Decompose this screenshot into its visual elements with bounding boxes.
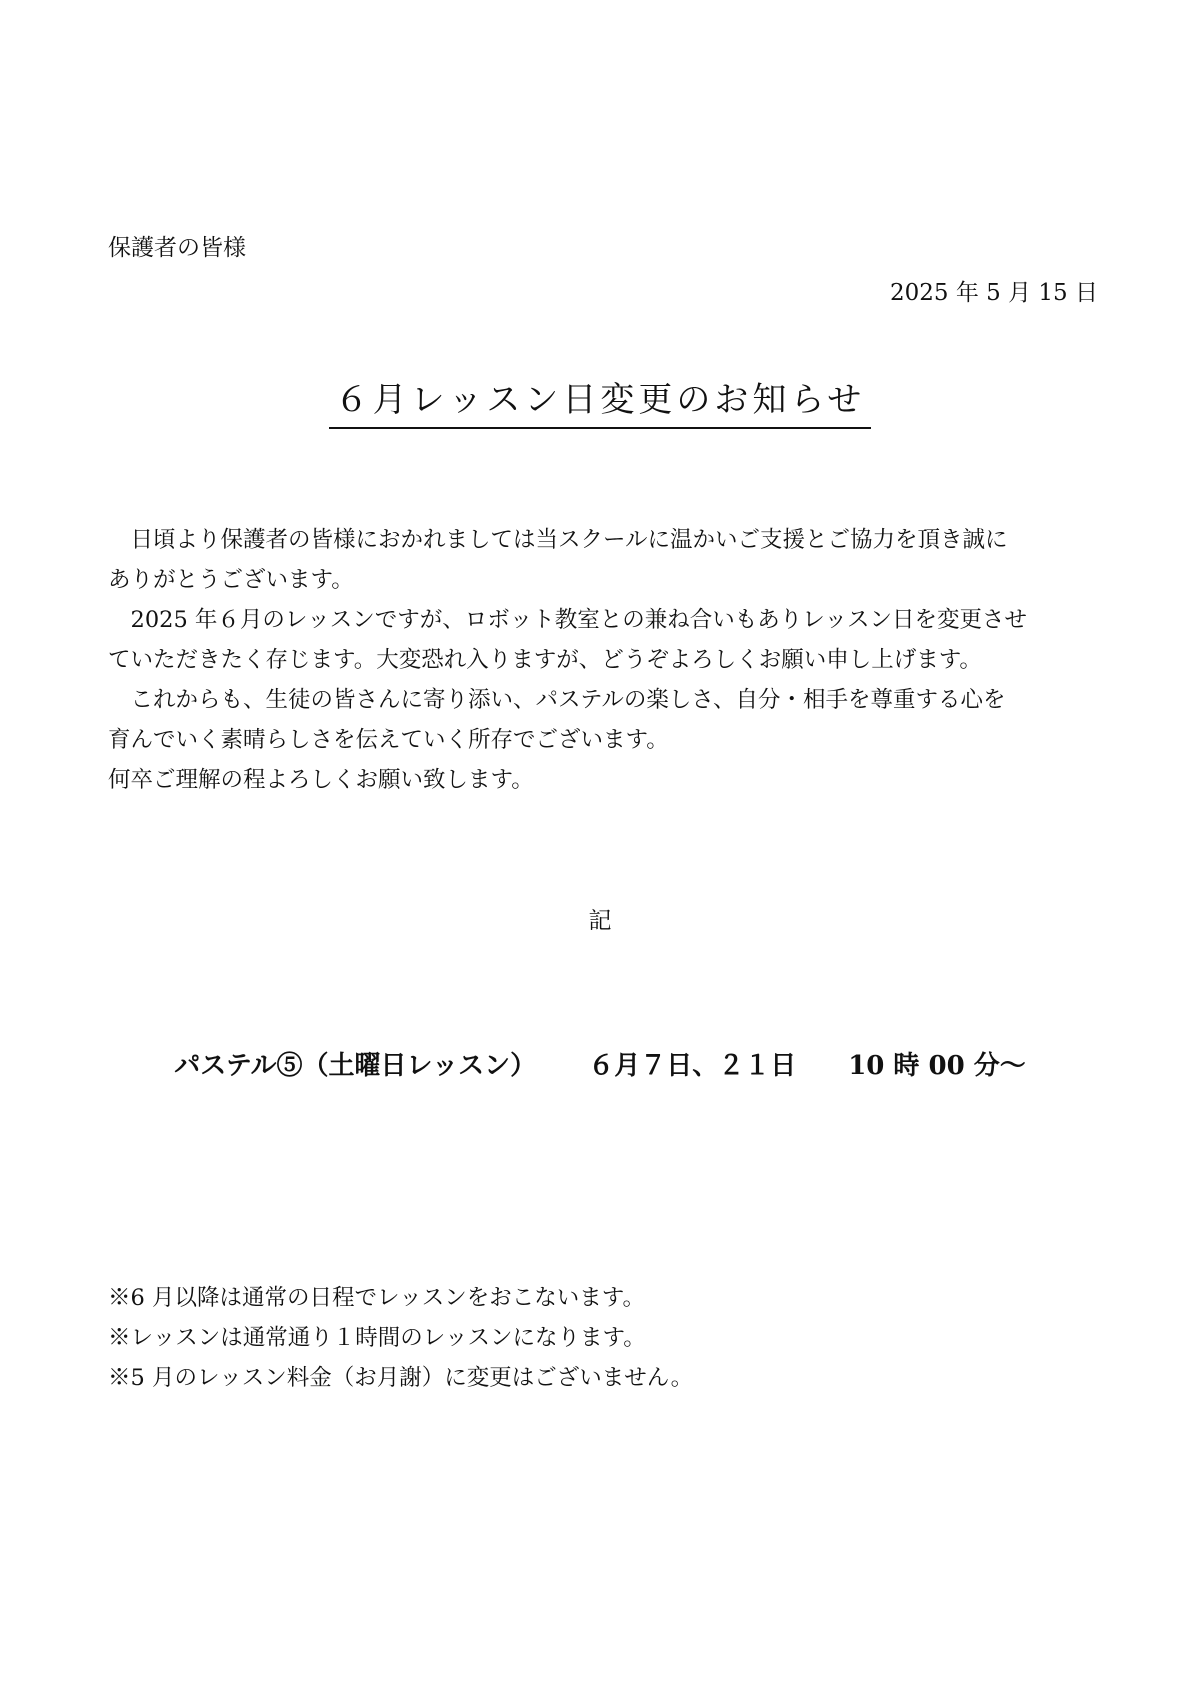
- issue-date: 2025 年 5 月 15 日: [890, 280, 1098, 306]
- body-line: 育んでいく素晴らしさを伝えていく所存でございます。: [108, 727, 669, 753]
- ki-marker: 記: [588, 908, 612, 934]
- note-item: ※5 月のレッスン料金（お月謝）に変更はございません。: [108, 1365, 694, 1391]
- body-line: 日頃より保護者の皆様におかれましては当スクールに温かいご支援とご協力を頂き誠に: [130, 527, 1008, 553]
- recipient-line: 保護者の皆様: [108, 235, 246, 261]
- body-line: 2025 年６月のレッスンですが、ロボット教室との兼ね合いもありレッスン日を変更させ: [130, 607, 1027, 633]
- body-text: [108, 520, 1098, 800]
- body-line: ありがとうございます。: [108, 567, 354, 593]
- page-title: ６月レッスン日変更のお知らせ: [329, 377, 872, 429]
- body-line: ていただきたく存じます。大変恐れ入りますが、どうぞよろしくお願い申し上げます。: [108, 647, 982, 673]
- title-container: [0, 377, 1200, 429]
- body-line: これからも、生徒の皆さんに寄り添い、パステルの楽しさ、自分・相手を尊重する心を: [130, 687, 1006, 713]
- note-item: ※6 月以降は通常の日程でレッスンをおこないます。: [108, 1285, 645, 1311]
- notes-list: [108, 1278, 693, 1398]
- schedule-dates: ６月７日、２１日: [588, 1051, 797, 1081]
- body-line: 何卒ご理解の程よろしくお願い致します。: [108, 767, 534, 793]
- schedule-course: パステル⑤（土曜日レッスン）: [174, 1051, 537, 1081]
- schedule-time: 10 時 00 分～: [848, 1051, 1026, 1081]
- note-item: ※レッスンは通常通り１時間のレッスンになります。: [108, 1325, 646, 1351]
- schedule-line: [0, 1048, 1200, 1084]
